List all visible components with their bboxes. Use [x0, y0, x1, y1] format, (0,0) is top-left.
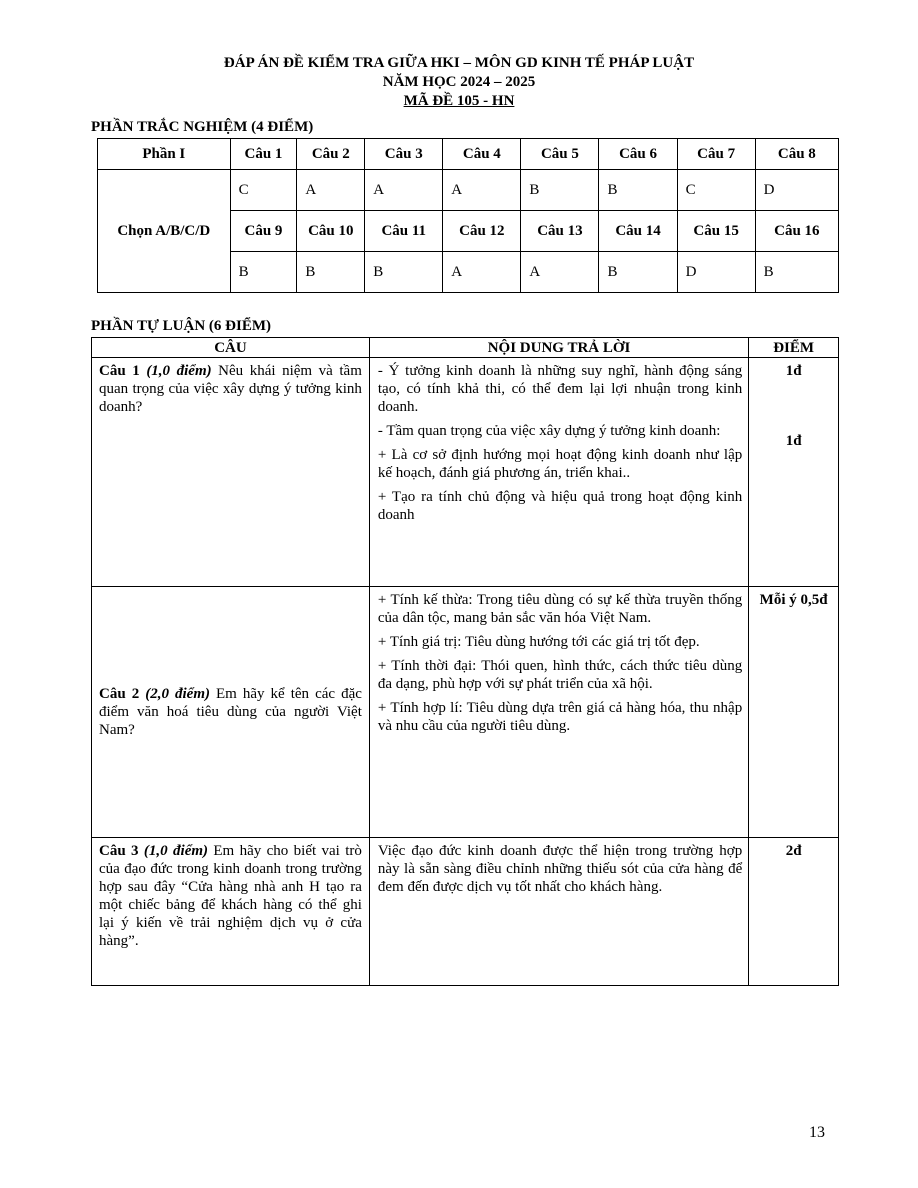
answer-cell: D — [677, 252, 755, 293]
answer-line: Việc đạo đức kinh doanh được thể hiện trong trường hợp này là sẵn sàng điều chỉnh những thiếu sót của cửa hàng để đem đến được dịch vụ tốt nhất cho khách hàng. — [377, 843, 743, 895]
answer-cell: A — [521, 252, 599, 293]
part-label: Phần I — [98, 139, 231, 170]
answer-line: + Là cơ sở định hướng mọi hoạt động kinh doanh như lập kế hoạch, đánh giá phương án, triển khai.. — [377, 447, 743, 481]
answer-cell: A — [443, 170, 521, 211]
answer-line: + Tính giá trị: Tiêu dùng hướng tới các giá trị tốt đẹp. — [377, 634, 700, 650]
question-cell — [92, 358, 370, 587]
points-cell — [749, 838, 839, 986]
answer-cell: D — [755, 170, 838, 211]
mcq-answer-table — [97, 138, 839, 293]
answer-cell: B — [297, 252, 365, 293]
answer-cell — [369, 358, 748, 587]
question-label: Câu 11 — [365, 211, 443, 252]
header-title: ĐÁP ÁN ĐỀ KIỂM TRA GIỮA HKI – MÔN GD KINH TẾ PHÁP LUẬT — [223, 55, 695, 71]
answer-cell: A — [365, 170, 443, 211]
question-label: Câu 3 — [365, 139, 443, 170]
question-label: Câu 13 — [521, 211, 599, 252]
answer-line: + Tạo ra tính chủ động và hiệu quả trong hoạt động kinh doanh — [377, 489, 743, 523]
question-label: Câu 7 — [677, 139, 755, 170]
answer-cell — [369, 587, 748, 838]
answer-cell: B — [230, 252, 297, 293]
answer-line: + Tính kế thừa: Trong tiêu dùng có sự kế thừa truyền thống của dân tộc, mang bản sắc văn hóa Việt Nam. — [377, 592, 743, 626]
col-question-header: CÂU — [92, 338, 370, 358]
question-text: Em hãy kể tên các đặc điểm văn hoá tiêu dùng của người Việt Nam? — [99, 686, 362, 738]
question-text: Nêu khái niệm và tầm quan trọng của việc xây dựng ý tưởng kinh doanh? — [99, 363, 362, 415]
answer-line: + Tính thời đại: Thói quen, hình thức, cách thức tiêu dùng đa dạng, phù hợp với sự phát triển của xã hội. — [377, 658, 743, 692]
question-label: Câu 16 — [755, 211, 838, 252]
question-label: Câu 5 — [521, 139, 599, 170]
points-value: 1đ — [785, 363, 802, 379]
answer-cell: B — [599, 170, 677, 211]
header-exam-code: MÃ ĐỀ 105 - HN — [403, 93, 515, 109]
answer-line: + Tính hợp lí: Tiêu dùng dựa trên giá cả hàng hóa, thu nhập và nhu cầu của người tiêu dùng. — [377, 700, 743, 734]
answer-cell: A — [443, 252, 521, 293]
mcq-section-title: PHẦN TRẮC NGHIỆM (4 ĐIỂM) — [91, 119, 314, 135]
essay-row — [92, 838, 839, 986]
header-school-year: NĂM HỌC 2024 – 2025 — [382, 74, 536, 90]
question-label: Câu 9 — [230, 211, 297, 252]
question-number: Câu 2 — [99, 686, 140, 702]
col-content-header: NỘI DUNG TRẢ LỜI — [369, 338, 748, 358]
answer-cell: B — [755, 252, 838, 293]
mcq-answer-row — [98, 170, 839, 211]
points-cell — [749, 587, 839, 838]
essay-header-row — [92, 338, 839, 358]
answer-cell: B — [599, 252, 677, 293]
answer-line: - Ý tưởng kinh doanh là những suy nghĩ, hành động sáng tạo, có tính khả thi, có thể đem lại lợi nhuận trong kinh doanh. — [377, 363, 743, 415]
answer-cell: B — [521, 170, 599, 211]
question-label: Câu 12 — [443, 211, 521, 252]
question-cell — [92, 587, 370, 838]
question-label: Câu 6 — [599, 139, 677, 170]
answer-cell: A — [297, 170, 365, 211]
question-number: Câu 3 — [99, 843, 139, 859]
question-label: Câu 14 — [599, 211, 677, 252]
question-label: Câu 2 — [297, 139, 365, 170]
question-number: Câu 1 — [99, 363, 140, 379]
answer-cell: C — [677, 170, 755, 211]
col-points-header: ĐIỂM — [749, 338, 839, 358]
question-label: Câu 15 — [677, 211, 755, 252]
points-cell — [749, 358, 839, 587]
points-value: 1đ — [785, 433, 802, 449]
essay-answer-table — [91, 337, 839, 986]
points-value: 2đ — [785, 843, 802, 859]
mcq-header-row — [98, 139, 839, 170]
answer-cell: C — [230, 170, 297, 211]
document-header — [0, 54, 918, 111]
question-points: (1,0 điểm) — [143, 843, 209, 859]
points-value: Mỗi ý 0,5đ — [759, 592, 828, 608]
question-points: (2,0 điểm) — [145, 686, 210, 702]
question-text: Em hãy cho biết vai trò của đạo đức trong kinh doanh trong trường hợp sau đây “Cửa hàng nhà anh H tạo ra một chiếc bảng để khách hàng có thể ghi lại ý kiến về trải nghiệm dịch vụ ở cửa hàng”. — [99, 843, 362, 949]
answer-cell — [369, 838, 748, 986]
answer-line: - Tầm quan trọng của việc xây dựng ý tưởng kinh doanh: — [377, 423, 721, 439]
question-label: Câu 8 — [755, 139, 838, 170]
choose-label: Chọn A/B/C/D — [98, 170, 231, 293]
question-label: Câu 4 — [443, 139, 521, 170]
answer-cell: B — [365, 252, 443, 293]
question-label: Câu 1 — [230, 139, 297, 170]
page-number: 13 — [809, 1124, 825, 1141]
question-cell — [92, 838, 370, 986]
question-label: Câu 10 — [297, 211, 365, 252]
essay-section-title: PHẦN TỰ LUẬN (6 ĐIỂM) — [91, 318, 271, 334]
essay-row — [92, 358, 839, 587]
essay-row — [92, 587, 839, 838]
question-points: (1,0 điểm) — [146, 363, 212, 379]
